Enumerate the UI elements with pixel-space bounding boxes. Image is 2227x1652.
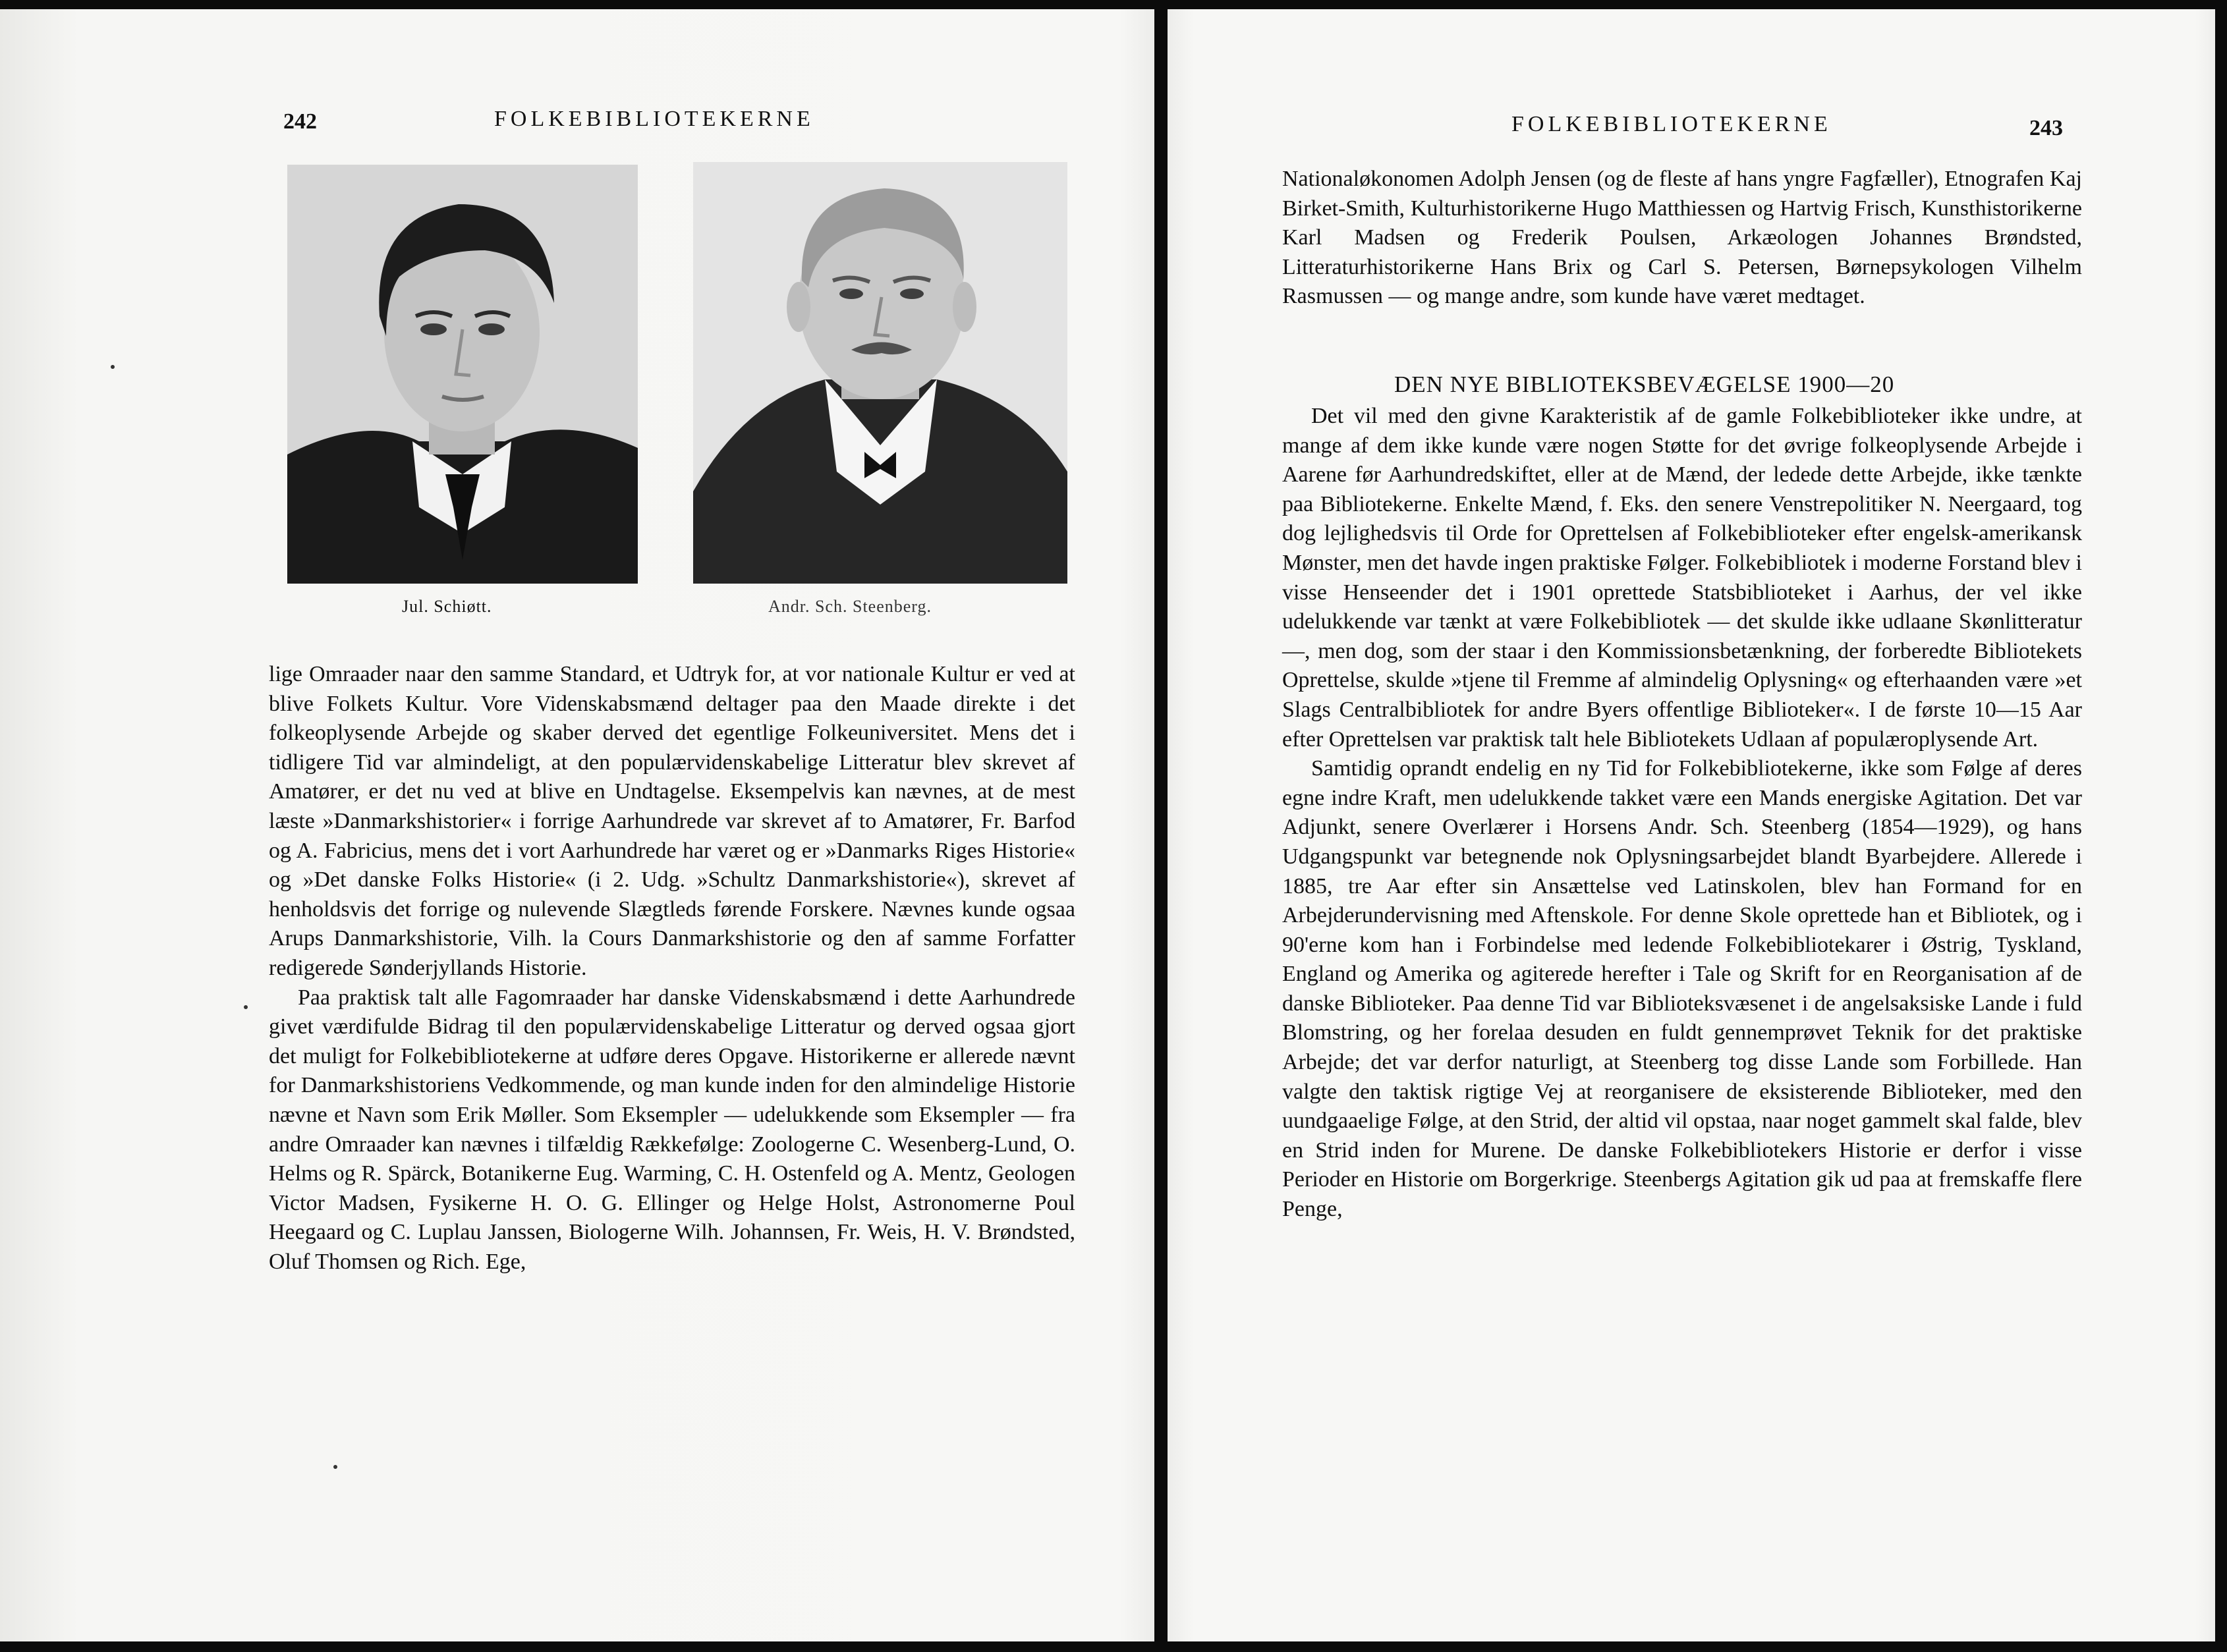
left-page-body <box>269 660 1075 1277</box>
right-page-body <box>1282 402 2082 1225</box>
left-paragraph-1: lige Omraader naar den samme Standard, et Udtryk for, at vor nationale Kultur er ved at blive Folkets Kultur. Vore Videnskabsmænd deltager paa den Maade direkte i det folkeoplysende Arbejde og skaber derved det egentlige Folkeuniversitet. Mens det i tidligere Tid var almindeligt, at den populærvidenskabelige Litteratur blev skrevet af Amatører, er det nu ved at blive en Undtagelse. Eksempelvis kan nævnes, at de mest læste »Danmarkshistorier« i forrige Aarhundrede var skrevet af to Amatører, Fr. Barfod og A. Fabricius, mens det i vort Aarhundrede har været og er »Danmarks Riges Historie« og »Det danske Folks Historie« (i 2. Udg. »Schultz Danmarkshistorie«), skrevet af henholdsvis det forrige og nulevende Slægtleds førende Forskere. Nævnes kunde ogsaa Arups Danmarkshistorie, Vilh. la Cours Danmarkshistorie og den af samme Forfatter redigerede Sønderjyllands Historie. <box>269 662 1075 980</box>
section-heading: DEN NYE BIBLIOTEKSBEVÆGELSE 1900—20 <box>1394 372 1895 397</box>
left-paragraph-2: Paa praktisk talt alle Fagomraader har danske Videnskabsmænd i dette Aarhundrede givet værdifulde Bidrag til den populærvidenskabelige Litteratur og derved ogsaa gjort det muligt for Folkebibliotekerne at udføre deres Opgave. Historikerne er allerede nævnt for Danmarkshistoriens Vedkommende, og man kunde inden for den almindelige Historie nævne et Navn som Erik Møller. Som Eksempler — udelukkende som Eksempler — fra andre Omraader kan nævnes i tilfældig Rækkefølge: Zoologerne C. Wesenberg-Lund, O. Helms og R. Spärck, Botanikerne Eug. Warming, C. H. Ostenfeld og A. Mentz, Geologen Victor Madsen, Fysikerne H. O. G. Ellinger og Helge Holst, Astronomerne Poul Heegaard og C. Luplau Janssen, Biologerne Wilh. Johannsen, Fr. Weis, H. V. Brøndsted, Oluf Thomsen og Rich. Ege, <box>269 985 1075 1274</box>
right-intro-paragraph: Nationaløkonomen Adolph Jensen (og de fleste af hans yngre Fagfæller), Etnografen Kaj Birket-Smith, Kulturhistorikerne Hugo Matthiessen og Hartvig Frisch, Kunsthistorikerne Karl Madsen og Frederik Poulsen, Arkæologen Johannes Brøndsted, Litteraturhistorikerne Hans Brix og Carl S. Petersen, Børnepsykologen Vilhelm Rasmussen — og mange andre, som kunde have været medtaget. <box>1282 167 2082 309</box>
running-head-left: FOLKEBIBLIOTEKERNE <box>494 107 814 131</box>
running-head-right: FOLKEBIBLIOTEKERNE <box>1511 112 1832 136</box>
portrait-steenberg-illustration <box>693 162 1067 584</box>
right-page <box>1168 9 2215 1641</box>
page-number-right: 243 <box>2029 116 2063 140</box>
caption-steenberg: Andr. Sch. Steenberg. <box>768 597 932 616</box>
paper-speck <box>244 1005 248 1009</box>
left-page <box>0 9 1154 1641</box>
right-page-intro <box>1282 165 2082 312</box>
right-paragraph-2: Samtidig oprandt endelig en ny Tid for Folkebibliotekerne, ikke som Følge af deres egne indre Kraft, men udelukkende takket være een Mands energiske Agitation. Det var Adjunkt, senere Overlærer i Horsens Andr. Sch. Steenberg (1854—1929), og hans Udgangspunkt var betegnende nok Oplysningsarbejdet blandt Byarbejdere. Allerede i 1885, tre Aar efter sin Ansættelse ved Latinskolen, blev han Formand for en Arbejderundervisning med Aftenskole. For denne Skole oprettede han et Bibliotek, og i 90'erne kom han i Forbindelse med ledende Folkebibliotekarer i Østrig, Tyskland, England og Amerika og agiterede herefter i Tale og Skrift for en Reorganisation af de danske Biblioteker. Paa denne Tid var Biblioteksvæsenet i de angelsaksiske Lande i fuld Blomstring, og her forelaa desuden en fuldt gennemprøvet Teknik for det praktiske Arbejde; det var derfor naturligt, at Steenberg tog disse Lande som Forbillede. Han valgte den taktisk rigtige Vej at reorganisere de eksisterende Biblioteker, med den uundgaaelige Følge, at den Strid, der altid vil opstaa, naar noget gammelt skal falde, blev en Strid inden for Murene. De danske Folkebibliotekers Historie er derfor i visse Perioder en Historie om Borgerkrige. Steenbergs Agitation gik ud paa at fremskaffe flere Penge, <box>1282 756 2082 1222</box>
caption-schiott: Jul. Schiøtt. <box>402 597 492 616</box>
paper-speck <box>111 365 115 369</box>
portrait-schiott-illustration <box>287 165 638 584</box>
page-number-left: 242 <box>283 109 317 134</box>
paper-speck <box>333 1465 337 1469</box>
right-paragraph-1: Det vil med den givne Karakteristik af de gamle Folkebiblioteker ikke undre, at mange af dem ikke kunde være nogen Støtte for det øvrige folkeoplysende Arbejde i Aarene før Aarhundredskiftet, eller at de Mænd, der ledede dette Arbejde, ikke tænkte paa Bibliotekerne. Enkelte Mænd, f. Eks. den senere Venstrepolitiker N. Neergaard, tog dog lejlighedsvis til Orde for Oprettelsen af Folkebiblioteker efter engelsk-amerikansk Mønster, men det havde ingen praktiske Følger. Folkebibliotek i moderne Forstand blev i visse Henseender det i 1901 oprettede Statsbiblioteket i Aarhus, der vel ikke udelukkende var tænkt at være Folkebibliotek — det skulde ikke udlaane Skønlitteratur —, men dog, som der staar i den Kommissionsbetænkning, der forberedte Bibliotekets Oprettelse, skulde »tjene til Fremme af almindelig Oplysning« og efterhaanden være »et Slags Centralbibliotek for andre Byers offentlige Biblioteker«. I de første 10—15 Aar efter Oprettelsen var praktisk talt hele Bibliotekets Udlaan af populæroplysende Art. <box>1282 404 2082 752</box>
portrait-photo-steenberg <box>693 162 1067 584</box>
portrait-photo-schiott <box>287 165 638 584</box>
